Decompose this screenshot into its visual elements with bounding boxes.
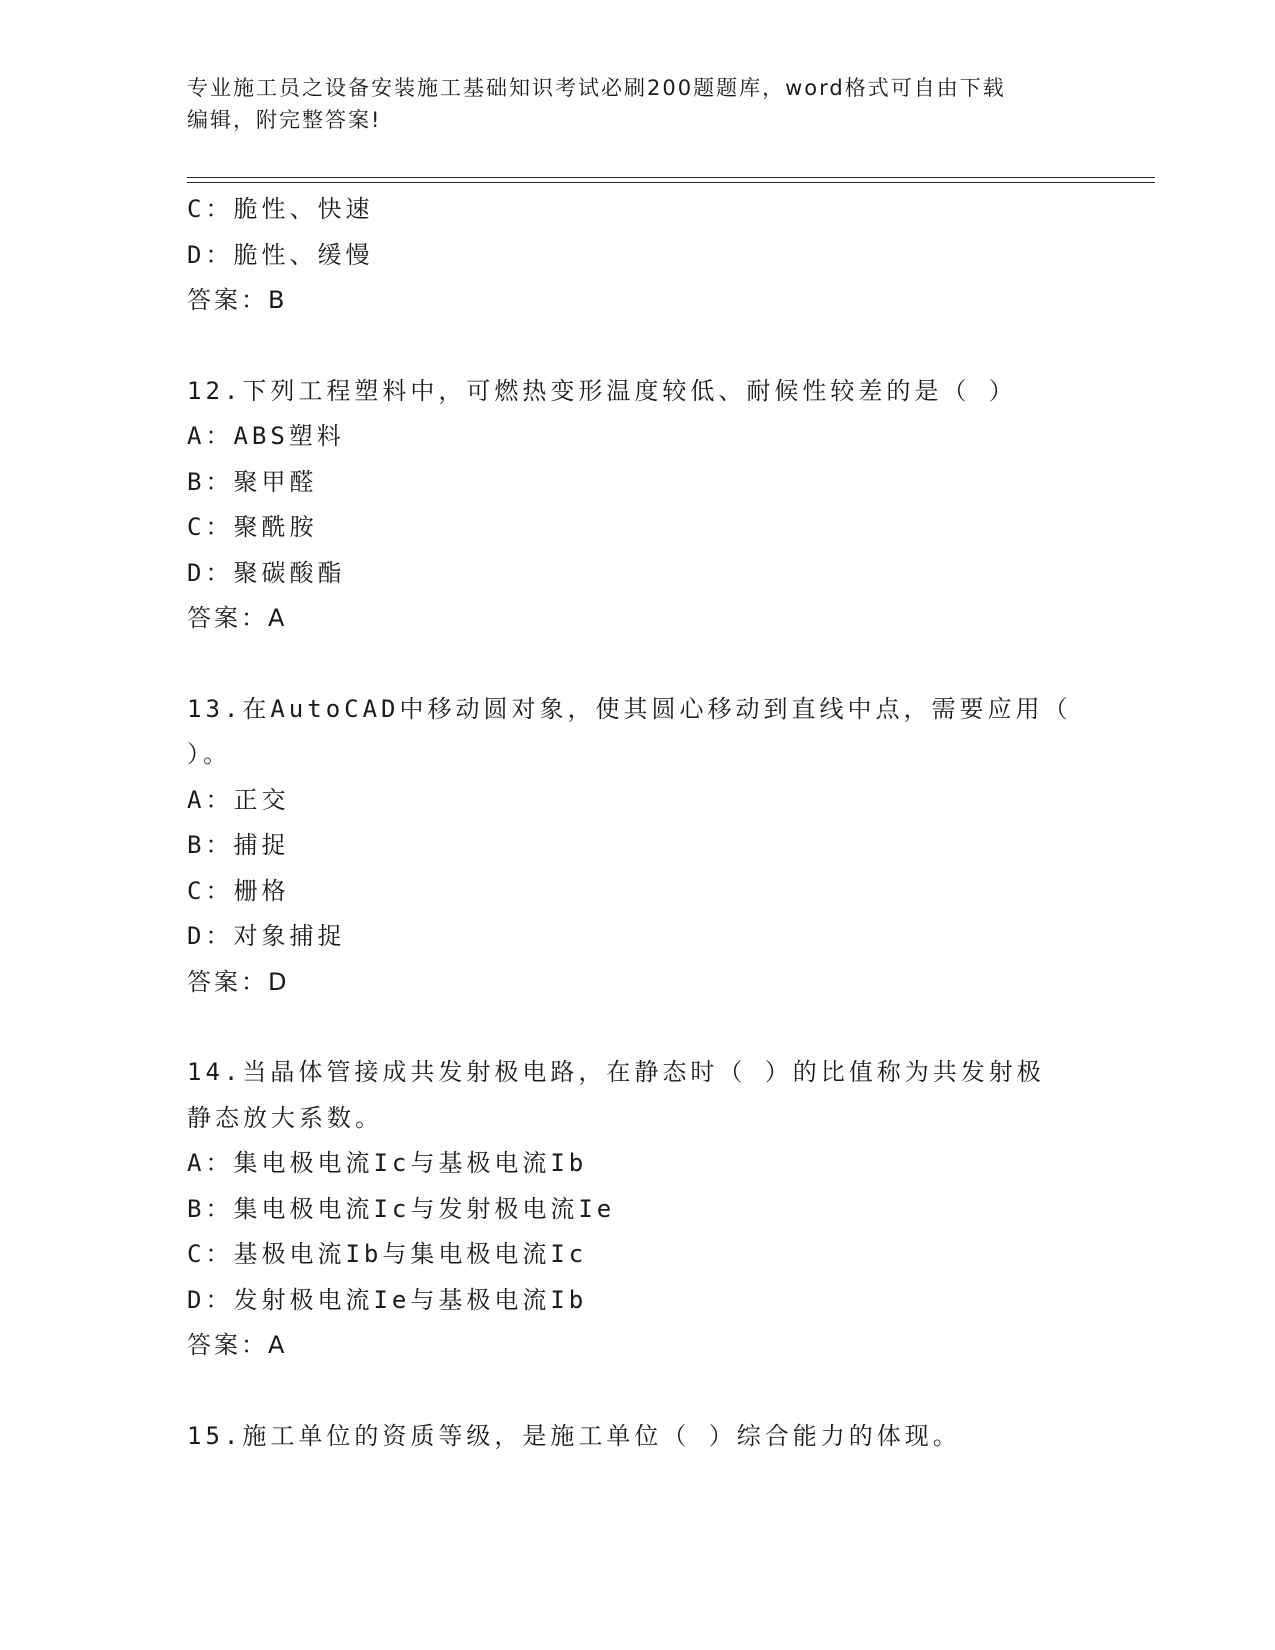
answer-line: 答案：A [187, 1331, 288, 1359]
document-body [187, 187, 1087, 1459]
question-15 [187, 1414, 1087, 1460]
option-d: D：聚碳酸酯 [187, 558, 346, 587]
question-12 [187, 369, 1087, 642]
option-c: C：脆性、快速 [187, 195, 374, 223]
question-stem: 15.施工单位的资质等级，是施工单位（ ）综合能力的体现。 [187, 1421, 961, 1450]
answer-line: 答案：B [187, 286, 288, 314]
option-a: A：ABS塑料 [187, 422, 345, 450]
document-header [187, 72, 1087, 136]
answer-line: 答案：D [187, 967, 290, 996]
header-divider-top [187, 177, 1155, 178]
option-c: C：栅格 [187, 876, 290, 905]
option-d: D：发射极电流Ie与基极电流Ib [187, 1285, 588, 1314]
question-14 [187, 1050, 1087, 1369]
option-b: B：集电极电流Ic与发射极电流Ie [187, 1194, 616, 1223]
option-b: B：聚甲醛 [187, 467, 318, 496]
option-c: C：聚酰胺 [187, 513, 318, 541]
question-stem: 14.当晶体管接成共发射极电路，在静态时（ ）的比值称为共发射极 [187, 1058, 1045, 1086]
option-b: B：捕捉 [187, 831, 290, 859]
question-stem: 12.下列工程塑料中，可燃热变形温度较低、耐候性较差的是（ ） [187, 376, 1017, 405]
question-stem: 13.在AutoCAD中移动圆对象，使其圆心移动到直线中点，需要应用（ [187, 694, 1072, 723]
header-title-line-1: 专业施工员之设备安装施工基础知识考试必刷200题题库，word格式可自由下载 [187, 76, 1006, 100]
header-divider-bottom [187, 182, 1155, 183]
option-c: C：基极电流Ib与集电极电流Ic [187, 1240, 588, 1268]
question-stem-continued: 静态放大系数。 [187, 1103, 383, 1132]
option-d: D：脆性、缓慢 [187, 240, 374, 269]
question-stem-continued: ）。 [187, 740, 231, 768]
option-a: A：集电极电流Ic与基极电流Ib [187, 1149, 588, 1177]
option-a: A：正交 [187, 785, 290, 814]
header-title-line-2: 编辑，附完整答案! [187, 108, 382, 132]
answer-line: 答案：A [187, 604, 288, 632]
option-d: D：对象捕捉 [187, 922, 346, 950]
question-13 [187, 687, 1087, 1006]
